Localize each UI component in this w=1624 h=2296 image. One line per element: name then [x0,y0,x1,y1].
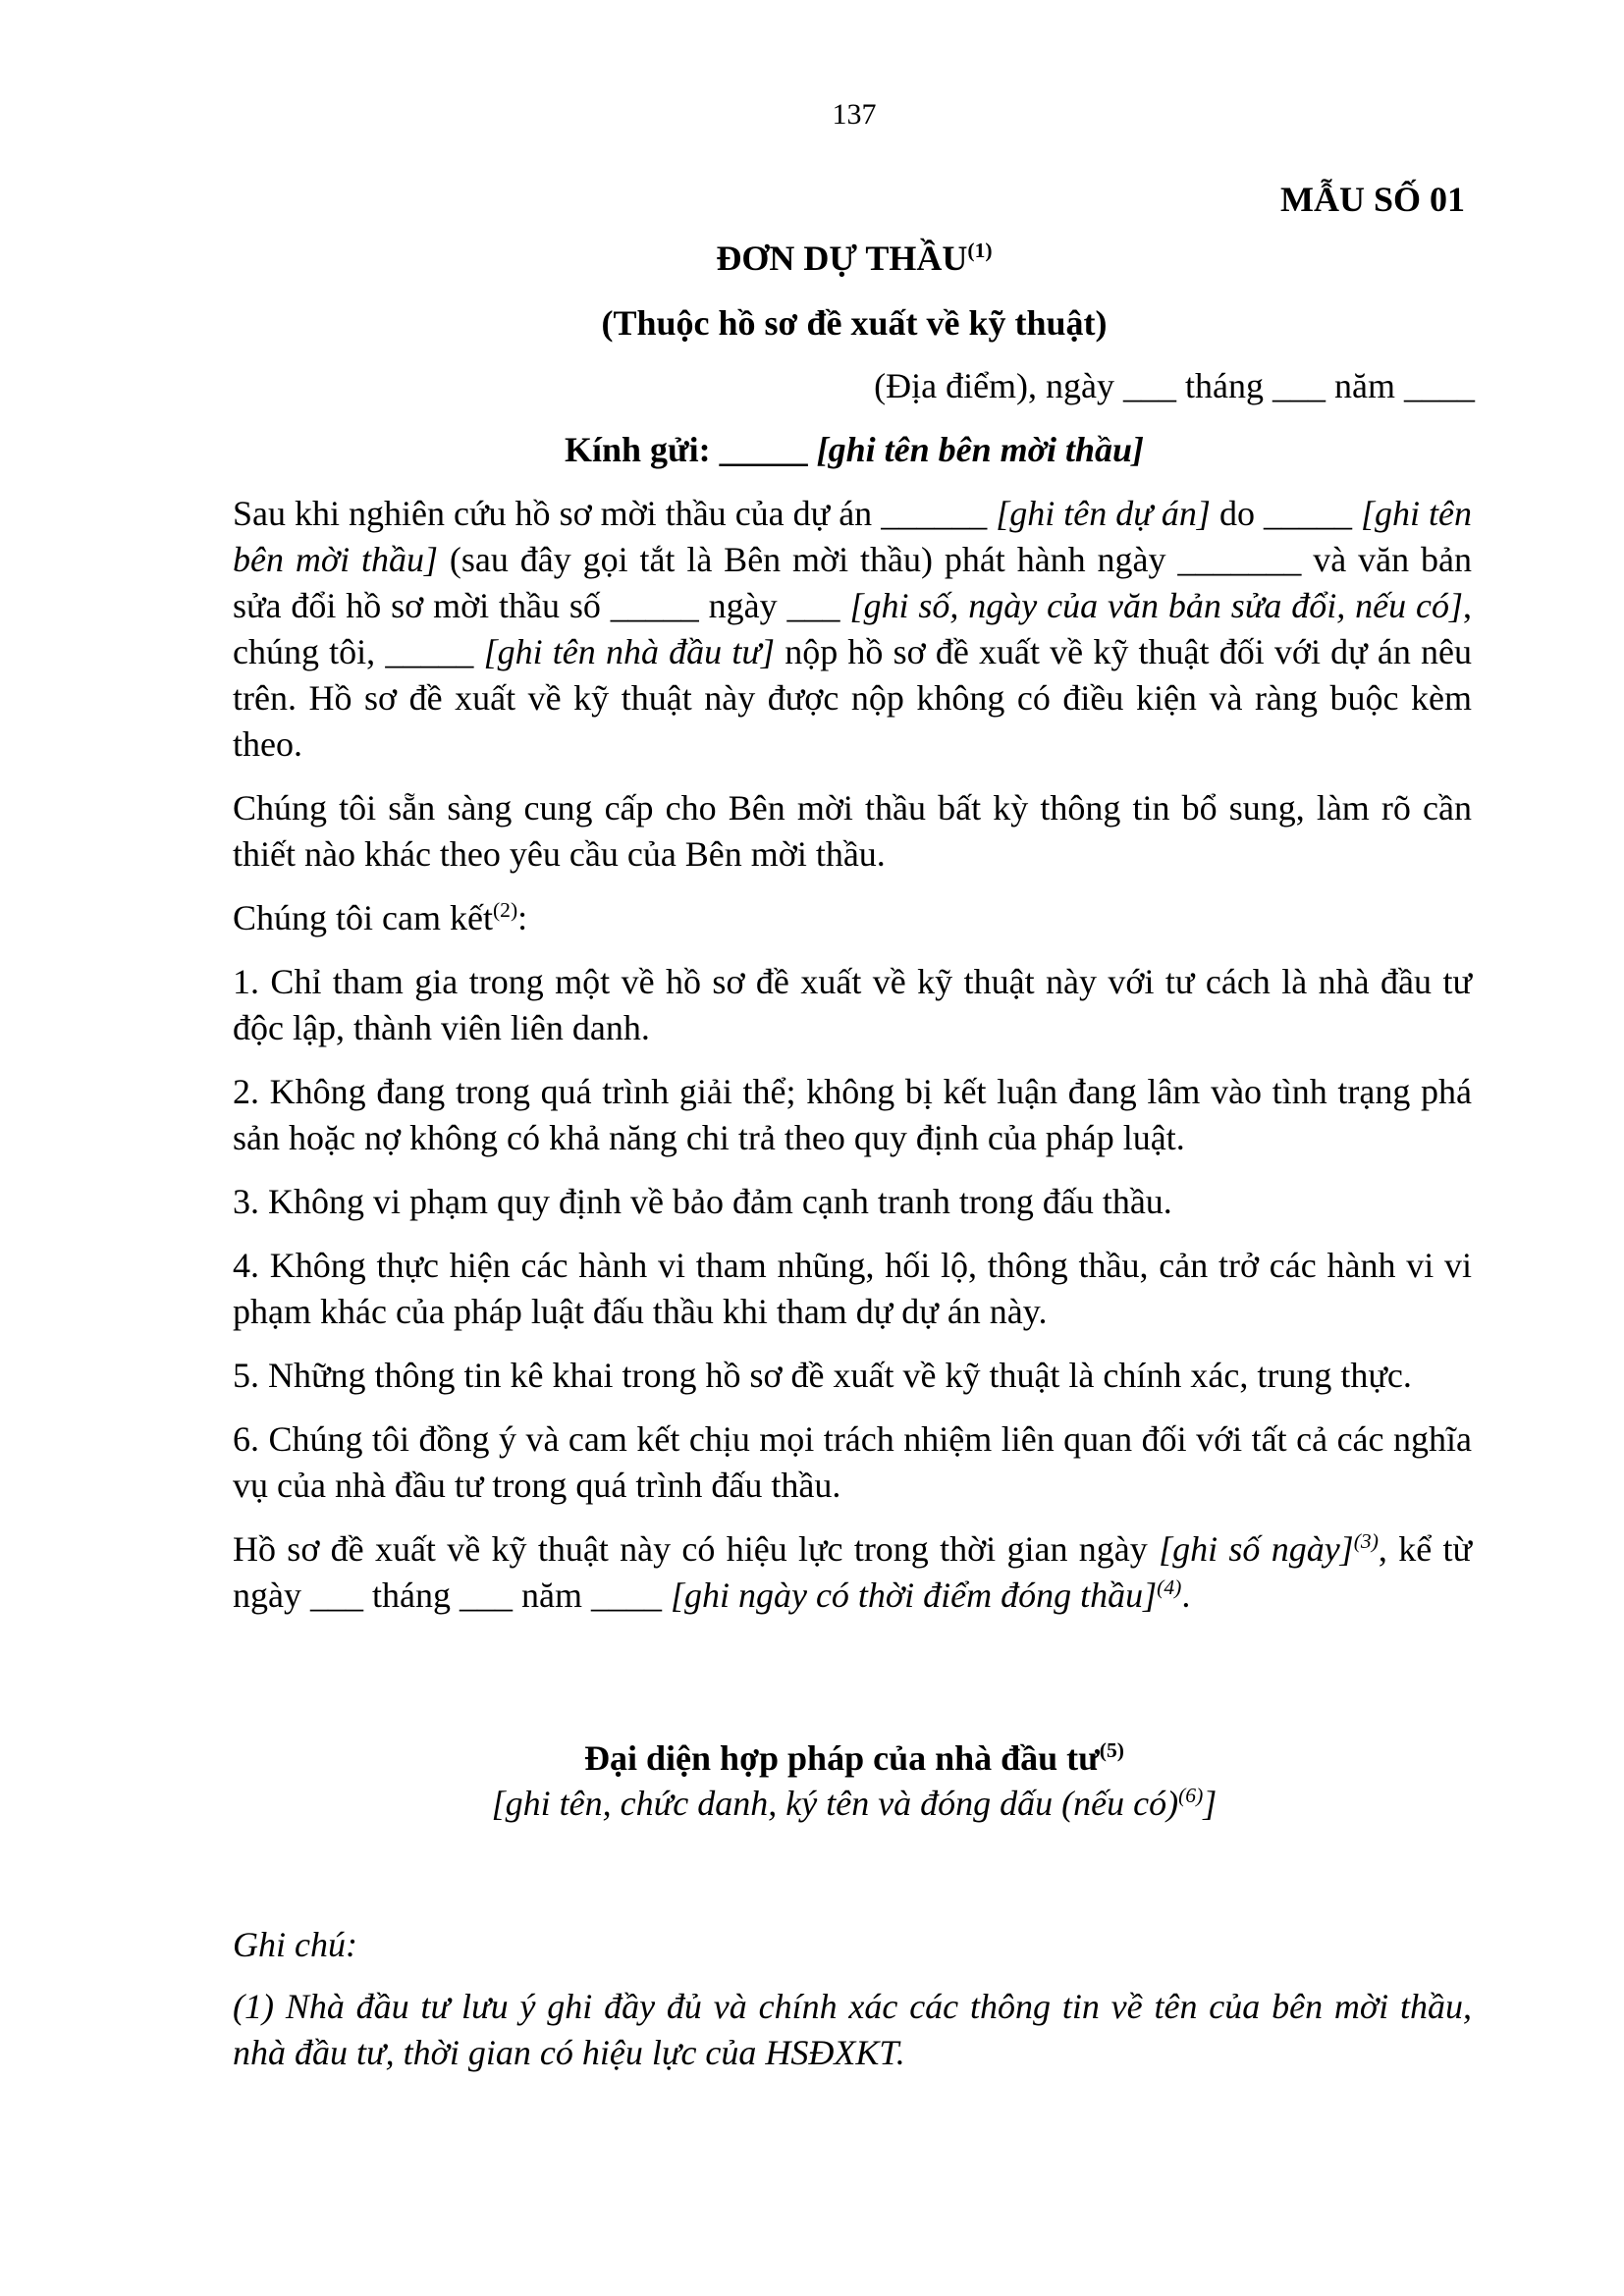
commitment-colon: : [517,898,528,937]
amendment-placeholder: [ghi số, ngày của văn bản sửa đổi, nếu có] [849,586,1463,625]
title-text: ĐƠN DỰ THẦU [716,239,968,278]
commitment-intro-text: Chúng tôi cam kết [233,898,493,937]
recipient-placeholder: [ghi tên bên mời thầu] [816,430,1144,469]
validity-footnote-ref-4: (4) [1157,1575,1182,1599]
validity-days-placeholder: [ghi số ngày] [1159,1529,1354,1569]
page-number: 137 [832,98,877,131]
intro-text-4: , chúng tôi, _____ [233,586,1472,671]
investor-name-placeholder: [ghi tên nhà đầu tư] [483,632,775,671]
title-footnote-ref: (1) [967,239,993,262]
document-subtitle: (Thuộc hồ sơ đề xuất về kỹ thuật) [601,303,1108,343]
recipient-line [0,429,1624,470]
validity-text-1: Hồ sơ đề xuất về kỹ thuật này có hiệu lực trong thời gian ngày [233,1529,1160,1569]
note-item: (1) Nhà đầu tư lưu ý ghi đầy đủ và chính xác các thông tin về tên của bên mời thầu, nhà đầu tư, thời gian có hiệu lực của HSĐXKT. [233,1987,1472,2072]
validity-text-2: , kể từ ngày ___ tháng ___ năm ____ [233,1529,1473,1615]
intro-text-3: (sau đây gọi tắt là Bên mời thầu) phát hành ngày _______ và văn bản sửa đổi hồ sơ mời thầu số _____ ngày ___ [233,540,1472,625]
signature-instruction [0,1781,1624,1826]
signature-instruction-footnote-ref: (6) [1178,1784,1204,1807]
commitment-item: 3. Không vi phạm quy định về bảo đảm cạnh tranh trong đấu thầu. [233,1182,1172,1221]
info-paragraph: Chúng tôi sẵn sàng cung cấp cho Bên mời thầu bất kỳ thông tin bổ sung, làm rõ cần thiết nào khác theo yêu cầu của Bên mời thầu. [233,788,1472,874]
signature-title-text: Đại diện hợp pháp của nhà đầu tư [584,1738,1100,1778]
intro-text-1: Sau khi nghiên cứu hồ sơ mời thầu của dự án ______ [233,494,997,533]
notes-section [233,1922,1472,2092]
place-date-line: (Địa điểm), ngày ___ tháng ___ năm ____ [874,366,1475,405]
notes-heading: Ghi chú: [233,1925,357,1964]
signature-block [0,1735,1624,1826]
closing-date-placeholder: [ghi ngày có thời điểm đóng thầu] [670,1575,1158,1615]
validity-text-3: . [1181,1575,1191,1615]
intro-paragraph [233,491,1472,768]
intro-text-5: nộp hồ sơ đề xuất về kỹ thuật đối với dự án nêu trên. Hồ sơ đề xuất về kỹ thuật này được nộp không có điều kiện và ràng buộc kèm theo. [233,632,1473,764]
project-name-placeholder: [ghi tên dự án] [996,494,1211,533]
signature-title [0,1735,1624,1781]
inviting-party-placeholder: [ghi tên bên mời thầu] [233,494,1472,579]
commitment-item: 6. Chúng tôi đồng ý và cam kết chịu mọi trách nhiệm liên quan đối với tất cả các nghĩa vụ của nhà đầu tư trong quá trình đấu thầu. [233,1419,1472,1505]
intro-text-2: do _____ [1210,494,1361,533]
commitment-footnote-ref: (2) [492,898,518,922]
commitment-item: 4. Không thực hiện các hành vi tham nhũng, hối lộ, thông thầu, cản trở các hành vi vi phạm khác của pháp luật đấu thầu khi tham dự dự án này. [233,1246,1472,1331]
commitment-item: 1. Chỉ tham gia trong một về hồ sơ đề xuất về kỹ thuật này với tư cách là nhà đầu tư độc lập, thành viên liên danh. [233,962,1472,1047]
document-title [0,238,1624,279]
letter-body [233,491,1472,1636]
form-code: MẪU SỐ 01 [1280,180,1465,219]
validity-paragraph [233,1526,1472,1619]
commitment-intro [233,895,1472,941]
recipient-label: Kính gửi: _____ [564,430,817,469]
signature-footnote-ref: (5) [1099,1738,1124,1762]
commitment-item: 2. Không đang trong quá trình giải thể; không bị kết luận đang lâm vào tình trạng phá sản hoặc nợ không có khả năng chi trả theo quy định của pháp luật. [233,1072,1472,1157]
signature-instruction-end: ] [1203,1784,1218,1823]
commitment-item: 5. Những thông tin kê khai trong hồ sơ đề xuất về kỹ thuật là chính xác, trung thực. [233,1356,1412,1395]
signature-instruction-text: [ghi tên, chức danh, ký tên và đóng dấu (nếu có) [491,1784,1179,1823]
validity-footnote-ref-3: (3) [1353,1529,1379,1553]
